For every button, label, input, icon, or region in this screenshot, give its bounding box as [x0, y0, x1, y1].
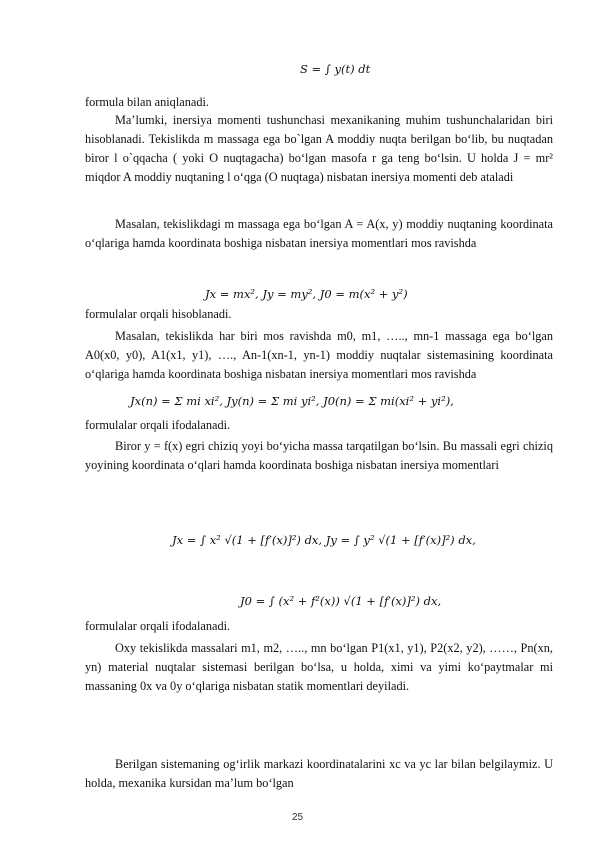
top-formula: S = ∫ y(t) dt: [300, 62, 371, 76]
paragraph-4: formulalar orqali hisoblanadi.: [85, 307, 232, 321]
formula-point-moments: Jx = mx², Jy = my², J0 = m(x² + y²): [205, 287, 408, 301]
paragraph-2: Ma’lumki, inersiya momenti tushunchasi mexanikaning muhim tushunchalaridan biri hisoblanadi. Tekislikda m massaga ega bo`lgan A moddiy nuqta berilgan bo‘lib, bu nuqtadan biror l o`qqacha ( yoki O nuqtagacha) bo‘lgan masofa r ga teng bo‘lsin. U holda J = mr² miqdor A moddiy nuqtaning l o‘qga (O nuqtaga) nisbatan inersiya momenti deb ataladi: [85, 113, 553, 184]
paragraph-10: Berilgan sistemaning og‘irlik markazi koordinatalarini xc va yc lar bilan belgilaymiz. U holda, mexanika kursidan ma’lum bo‘lgan: [85, 757, 553, 790]
paragraph-7: Biror y = f(x) egri chiziq yoyi bo‘yicha massa tarqatilgan bo‘lsin. Bu massali egri chiziq yoyining koordinata o‘qlari hamda koordinata boshiga nisbatan inersiya momentlari: [85, 439, 553, 472]
paragraph-8: formulalar orqali ifodalanadi.: [85, 619, 231, 633]
paragraph-3: Masalan, tekislikdagi m massaga ega bo‘lgan A = A(x, y) moddiy nuqtaning koordinata o‘qlariga hamda koordinata boshiga nisbatan inersiya momentlari mos ravishda: [85, 217, 553, 250]
formula-curve-moment-origin: J0 = ∫ (x² + f²(x)) √(1 + [f′(x)]²) dx,: [240, 594, 442, 608]
paragraph-5: Masalan, tekislikda har biri mos ravishda m0, m1, ….., mn-1 massaga ega bo‘lgan A0(x0, y0), A1(x1, y1), …., An-1(xn-1, yn-1) moddiy nuqtalar sistemasining koordinata o‘qlariga hamda koordinata boshiga nisbatan inersiya momentlari mos ravishda: [85, 329, 553, 381]
paragraph-1: formula bilan aniqlanadi.: [85, 95, 209, 109]
paragraph-6: formulalar orqali ifodalanadi.: [85, 418, 231, 432]
page-number: 25: [291, 812, 304, 823]
formula-curve-moments-xy: Jx = ∫ x² √(1 + [f′(x)]²) dx, Jy = ∫ y² √(1 + [f′(x)]²) dx,: [172, 533, 476, 547]
formula-system-moments: Jx(n) = Σ mi xi², Jy(n) = Σ mi yi², J0(n) = Σ mi(xi² + yi²),: [130, 394, 454, 408]
paragraph-9: Oxy tekislikda massalari m1, m2, ….., mn bo‘lgan P1(x1, y1), P2(x2, y2), ……, Pn(xn, yn) material nuqtalar sistemasi berilgan bo‘lsa, u holda, ximi va yimi ko‘paytmalar mi massaning 0x va 0y o‘qlariga nisbatan statik momentlari deyiladi.: [85, 641, 553, 693]
